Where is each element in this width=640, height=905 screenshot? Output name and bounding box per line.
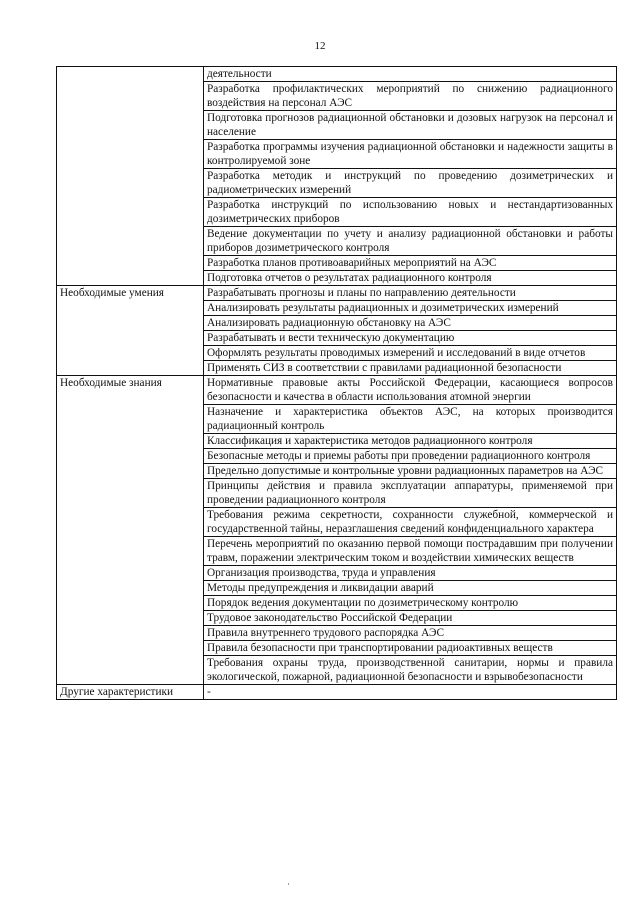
skills-item: Применять СИЗ в соответствии с правилами радиационной безопасности [204, 361, 617, 376]
other-label: Другие характеристики [57, 685, 204, 700]
continued-item: Подготовка отчетов о результатах радиационного контроля [204, 271, 617, 286]
knowledge-item: Классификация и характеристика методов радиационного контроля [204, 434, 617, 449]
table-row [57, 286, 617, 301]
skills-label: Необходимые умения [57, 286, 204, 376]
continued-item: Разработка инструкций по использованию новых и нестандартизованных дозиметрических приборов [204, 198, 617, 227]
continued-item: Подготовка прогнозов радиационной обстановки и дозовых нагрузок на персонал и население [204, 111, 617, 140]
table-row [57, 67, 617, 82]
knowledge-label: Необходимые знания [57, 376, 204, 685]
knowledge-item: Нормативные правовые акты Российской Федерации, касающиеся вопросов безопасности и качества в области использования атомной энергии [204, 376, 617, 405]
continued-item: деятельности [204, 67, 617, 82]
continued-item: Ведение документации по учету и анализу радиационной обстановки и работы приборов дозиметрического контроля [204, 227, 617, 256]
knowledge-item: Трудовое законодательство Российской Федерации [204, 611, 617, 626]
knowledge-item: Порядок ведения документации по дозиметрическому контролю [204, 596, 617, 611]
table-row [57, 685, 617, 700]
continued-item: Разработка методик и инструкций по проведению дозиметрических и радиометрических измерений [204, 169, 617, 198]
knowledge-item: Принципы действия и правила эксплуатации аппаратуры, применяемой при проведении радиационного контроля [204, 479, 617, 508]
knowledge-item: Правила внутреннего трудового распорядка АЭС [204, 626, 617, 641]
continued-item: Разработка программы изучения радиационной обстановки и надежности защиты в контролируемой зоне [204, 140, 617, 169]
knowledge-item: Предельно допустимые и контрольные уровни радиационных параметров на АЭС [204, 464, 617, 479]
skills-item: Анализировать результаты радиационных и дозиметрических измерений [204, 301, 617, 316]
skills-item: Анализировать радиационную обстановку на АЭС [204, 316, 617, 331]
knowledge-item: Правила безопасности при транспортировании радиоактивных веществ [204, 641, 617, 656]
knowledge-item: Перечень мероприятий по оказанию первой помощи пострадавшим при получении травм, поражении электрическим током и воздействии химических веществ [204, 537, 617, 566]
skills-item: Разрабатывать и вести техническую документацию [204, 331, 617, 346]
continued-item: Разработка профилактических мероприятий по снижению радиационного воздействия на персонал АЭС [204, 82, 617, 111]
knowledge-item: Требования режима секретности, сохранности служебной, коммерческой и государственной тайны, неразглашения сведений конфиденциального характера [204, 508, 617, 537]
page-number: 12 [314, 40, 326, 52]
skills-item: Оформлять результаты проводимых измерений и исследований в виде отчетов [204, 346, 617, 361]
knowledge-item: Назначение и характеристика объектов АЭС, на которых производится радиационный контроль [204, 405, 617, 434]
continued-label [57, 67, 204, 286]
knowledge-item: Организация производства, труда и управления [204, 566, 617, 581]
knowledge-item: Требования охраны труда, производственной санитарии, нормы и правила экологической, пожарной, радиационной безопасности и взрывобезопасности [204, 656, 617, 685]
table-body [57, 67, 617, 700]
skills-item: Разрабатывать прогнозы и планы по направлению деятельности [204, 286, 617, 301]
continued-item: Разработка планов противоаварийных мероприятий на АЭС [204, 256, 617, 271]
knowledge-item: Методы предупреждения и ликвидации аварий [204, 581, 617, 596]
other-value: - [204, 685, 617, 700]
knowledge-item: Безопасные методы и приемы работы при проведении радиационного контроля [204, 449, 617, 464]
characteristics-table [56, 66, 617, 700]
table-row [57, 376, 617, 405]
scan-mark: · [287, 879, 290, 889]
